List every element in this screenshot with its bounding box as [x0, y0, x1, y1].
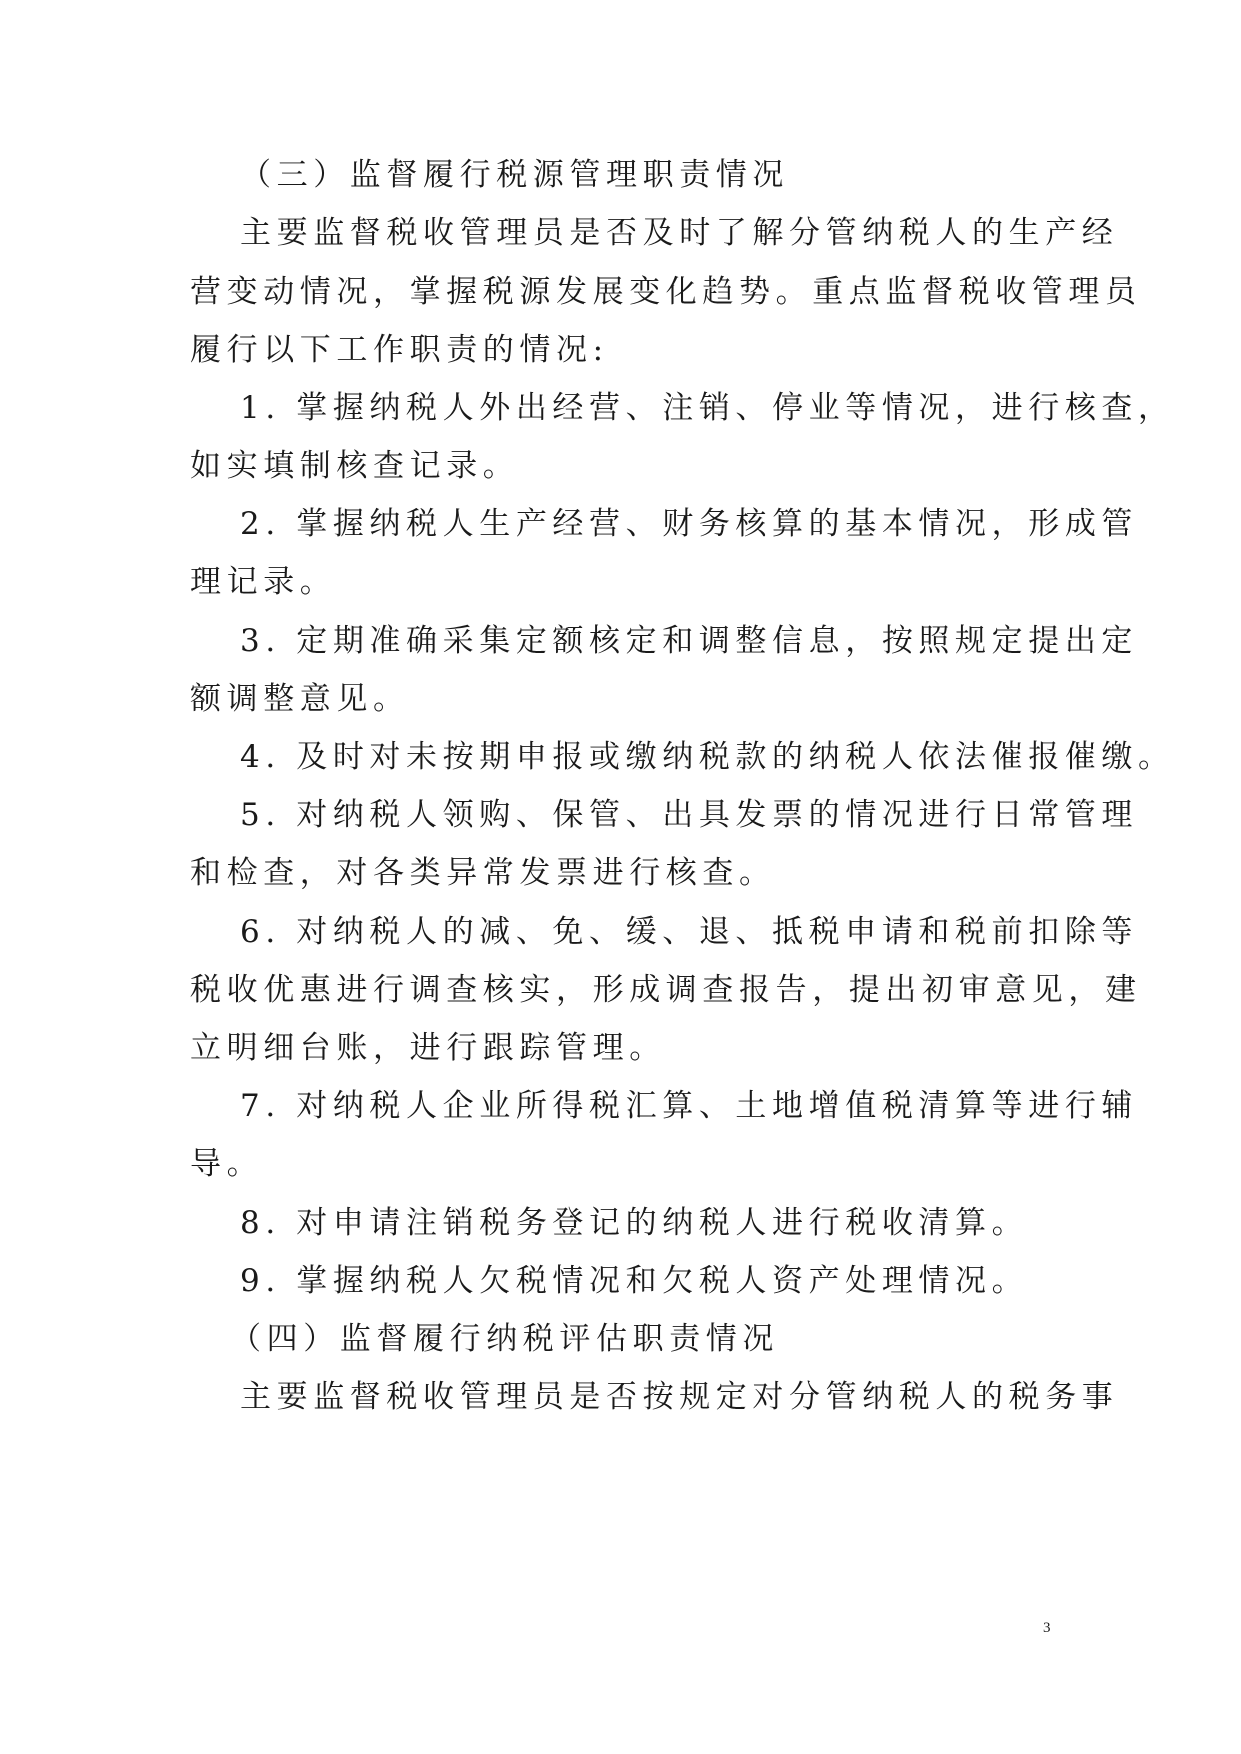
list-item-3: 3. 定期准确采集定额核定和调整信息，按照规定提出定 [240, 623, 1139, 659]
page-number: 3 [1043, 1620, 1051, 1636]
list-item-2-cont: 理记录。 [190, 564, 337, 600]
list-item-5-cont: 和检查，对各类异常发票进行核查。 [190, 855, 776, 891]
list-item-4: 4. 及时对未按期申报或缴纳税款的纳税人依法催报催缴。 [240, 739, 1175, 775]
list-item-1: 1. 掌握纳税人外出经营、注销、停业等情况，进行核查， [240, 390, 1175, 426]
list-item-6-cont: 税收优惠进行调查核实，形成调查报告，提出初审意见，建 [190, 972, 1142, 1008]
section-heading-4: （四）监督履行纳税评估职责情况 [230, 1321, 779, 1357]
list-item-1-cont: 如实填制核查记录。 [190, 448, 520, 484]
paragraph-line: 主要监督税收管理员是否及时了解分管纳税人的生产经 [240, 215, 1119, 251]
paragraph-line: 主要监督税收管理员是否按规定对分管纳税人的税务事 [240, 1379, 1119, 1415]
list-item-9: 9. 掌握纳税人欠税情况和欠税人资产处理情况。 [240, 1263, 1029, 1299]
paragraph-line: 营变动情况，掌握税源发展变化趋势。重点监督税收管理员 [190, 274, 1142, 310]
section-heading-3: （三）监督履行税源管理职责情况 [240, 157, 789, 193]
list-item-3-cont: 额调整意见。 [190, 681, 410, 717]
list-item-7: 7. 对纳税人企业所得税汇算、土地增值税清算等进行辅 [240, 1088, 1139, 1124]
list-item-8: 8. 对申请注销税务登记的纳税人进行税收清算。 [240, 1205, 1029, 1241]
list-item-6-cont: 立明细台账，进行跟踪管理。 [190, 1030, 666, 1066]
paragraph-line: 履行以下工作职责的情况: [190, 332, 609, 368]
list-item-7-cont: 导。 [190, 1146, 264, 1182]
list-item-2: 2. 掌握纳税人生产经营、财务核算的基本情况，形成管 [240, 506, 1139, 542]
list-item-5: 5. 对纳税人领购、保管、出具发票的情况进行日常管理 [240, 797, 1139, 833]
list-item-6: 6. 对纳税人的减、免、缓、退、抵税申请和税前扣除等 [240, 914, 1139, 950]
